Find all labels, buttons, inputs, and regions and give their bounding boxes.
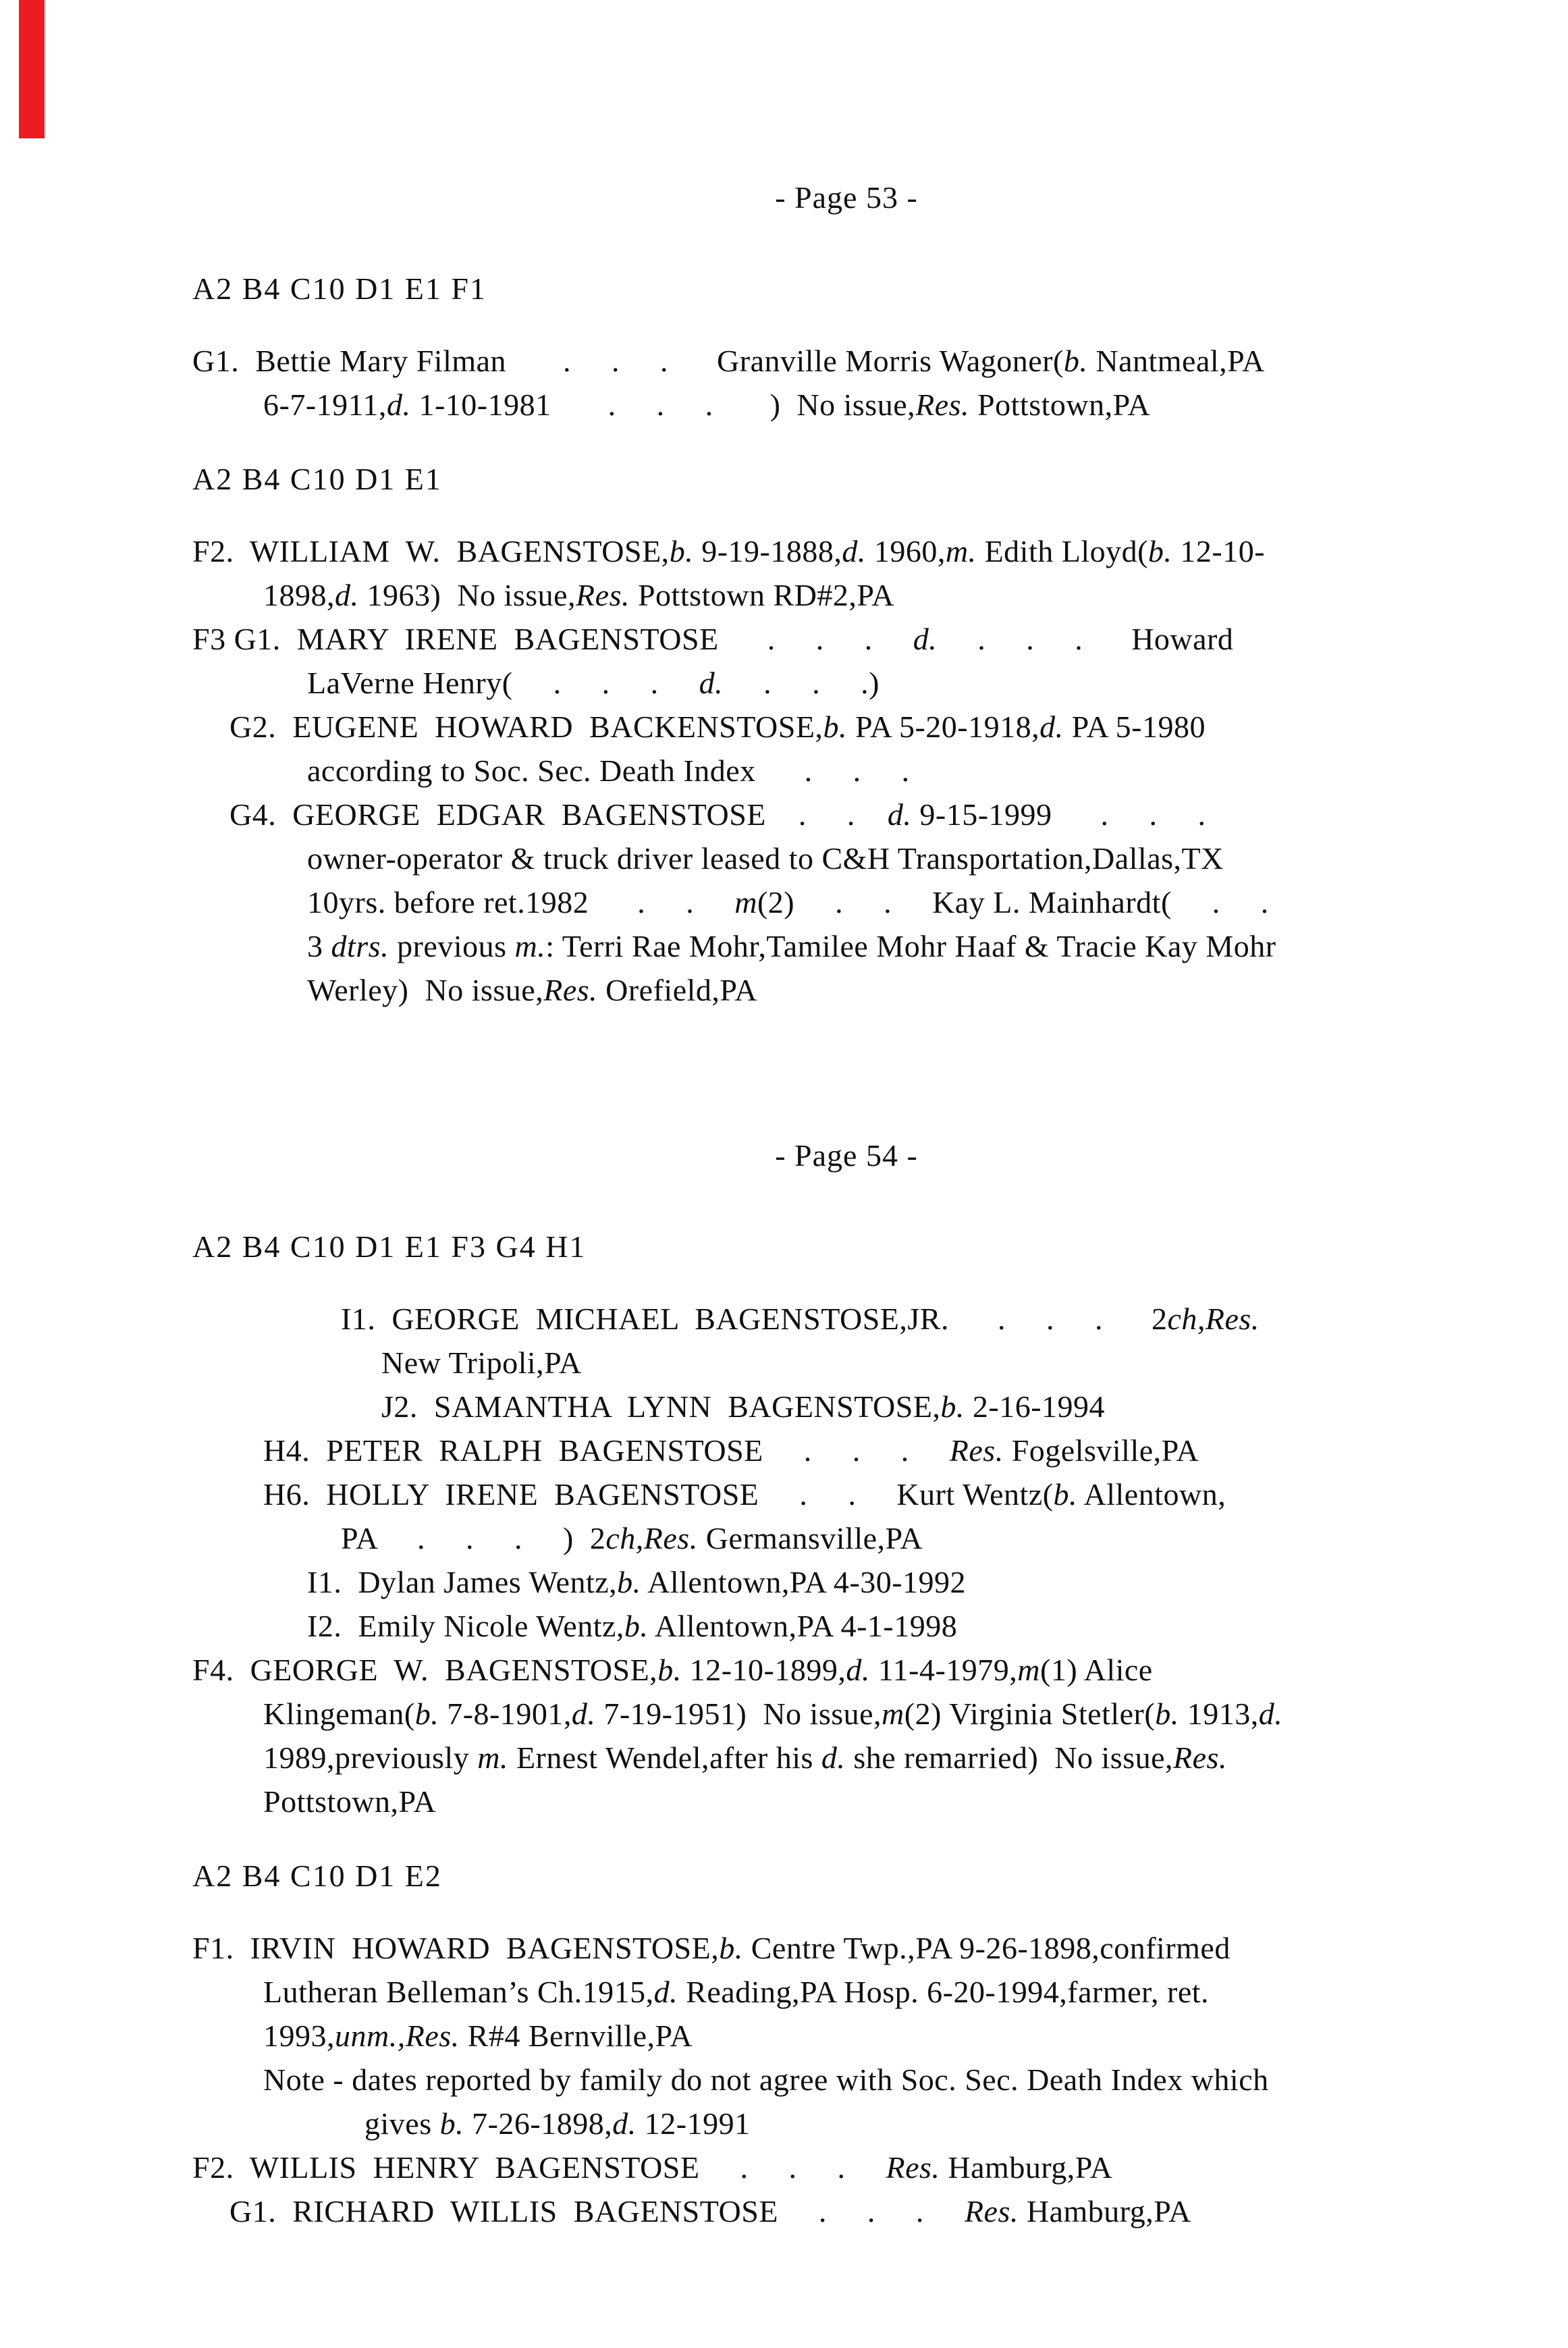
lineage-code-heading: A2 B4 C10 D1 E1 [192, 462, 442, 496]
text-line: G2. EUGENE HOWARD BACKENSTOSE,b. PA 5-20-1918,d. PA 5-1980 [229, 710, 1206, 744]
text-line: F2. WILLIAM W. BAGENSTOSE,b. 9-19-1888,d. 1960,m. Edith Lloyd(b. 12-10- [192, 534, 1266, 568]
text-line: F3 G1. MARY IRENE BAGENSTOSE . . . d. . . . Howard [192, 622, 1234, 656]
text-line: 6-7-1911,d. 1-10-1981 . . . ) No issue,Res. Pottstown,PA [263, 388, 1151, 422]
text-line: Lutheran Belleman’s Ch.1915,d. Reading,PA Hosp. 6-20-1994,farmer, ret. [263, 1975, 1210, 2009]
text-line: 3 dtrs. previous m.: Terri Rae Mohr,Tamilee Mohr Haaf & Tracie Kay Mohr [307, 929, 1276, 963]
text-line: H4. PETER RALPH BAGENSTOSE . . . Res. Fogelsville,PA [263, 1433, 1199, 1468]
text-line: H6. HOLLY IRENE BAGENSTOSE . . Kurt Wentz(b. Allentown, [263, 1477, 1226, 1512]
text-line: G1. RICHARD WILLIS BAGENSTOSE . . . Res. Hamburg,PA [229, 2194, 1191, 2229]
text-line: Werley) No issue,Res. Orefield,PA [307, 973, 757, 1007]
text-line: G4. GEORGE EDGAR BAGENSTOSE . . d. 9-15-1999 . . . [229, 797, 1206, 832]
text-line: 10yrs. before ret.1982 . . m(2) . . Kay L. Mainhardt( . . [307, 885, 1269, 919]
text-line: LaVerne Henry( . . . d. . . .) [307, 666, 880, 700]
text-line: according to Soc. Sec. Death Index . . . [307, 753, 910, 788]
text-line: I1. Dylan James Wentz,b. Allentown,PA 4-30-1992 [307, 1565, 967, 1599]
text-line: gives b. 7-26-1898,d. 12-1991 [364, 2106, 751, 2141]
text-line: Klingeman(b. 7-8-1901,d. 7-19-1951) No issue,m(2) Virginia Stetler(b. 1913,d. [263, 1697, 1283, 1731]
page-number-header: - Page 53 - [775, 180, 918, 215]
text-line: New Tripoli,PA [381, 1345, 582, 1380]
text-line: PA . . . ) 2ch,Res. Germansville,PA [341, 1521, 923, 1555]
text-line: I1. GEORGE MICHAEL BAGENSTOSE,JR. . . . 2ch,Res. [341, 1302, 1260, 1336]
text-line: F1. IRVIN HOWARD BAGENSTOSE,b. Centre Twp.,PA 9-26-1898,confirmed [192, 1931, 1231, 1965]
lineage-code-heading: A2 B4 C10 D1 E2 [192, 1859, 442, 1893]
lineage-group [192, 267, 1501, 427]
text-line: owner-operator & truck driver leased to C&H Transportation,Dallas,TX [307, 841, 1224, 876]
text-line: 1993,unm.,Res. R#4 Bernville,PA [263, 2019, 693, 2053]
page-section [192, 176, 1501, 1012]
text-line: F4. GEORGE W. BAGENSTOSE,b. 12-10-1899,d. 11-4-1979,m(1) Alice [192, 1653, 1153, 1687]
lineage-group [192, 1225, 1501, 1823]
lineage-group [192, 457, 1501, 1012]
page-section [192, 1133, 1501, 2233]
lineage-group [192, 1854, 1501, 2233]
text-line: F2. WILLIS HENRY BAGENSTOSE . . . Res. Hamburg,PA [192, 2150, 1113, 2185]
text-line: I2. Emily Nicole Wentz,b. Allentown,PA 4-1-1998 [307, 1609, 958, 1643]
lineage-code-heading: A2 B4 C10 D1 E1 F3 G4 H1 [192, 1229, 587, 1264]
text-line: G1. Bettie Mary Filman . . . Granville Morris Wagoner(b. Nantmeal,PA [192, 344, 1265, 378]
lineage-code-heading: A2 B4 C10 D1 E1 F1 [192, 271, 487, 306]
page-number-header: - Page 54 - [775, 1138, 918, 1173]
text-line: Pottstown,PA [263, 1784, 437, 1819]
text-line: 1898,d. 1963) No issue,Res. Pottstown RD#2,PA [263, 578, 894, 612]
text-line: 1989,previously m. Ernest Wendel,after his d. she remarried) No issue,Res. [263, 1740, 1227, 1775]
text-line: J2. SAMANTHA LYNN BAGENSTOSE,b. 2-16-1994 [381, 1389, 1106, 1424]
text-line: Note - dates reported by family do not agree with Soc. Sec. Death Index which [263, 2062, 1269, 2097]
